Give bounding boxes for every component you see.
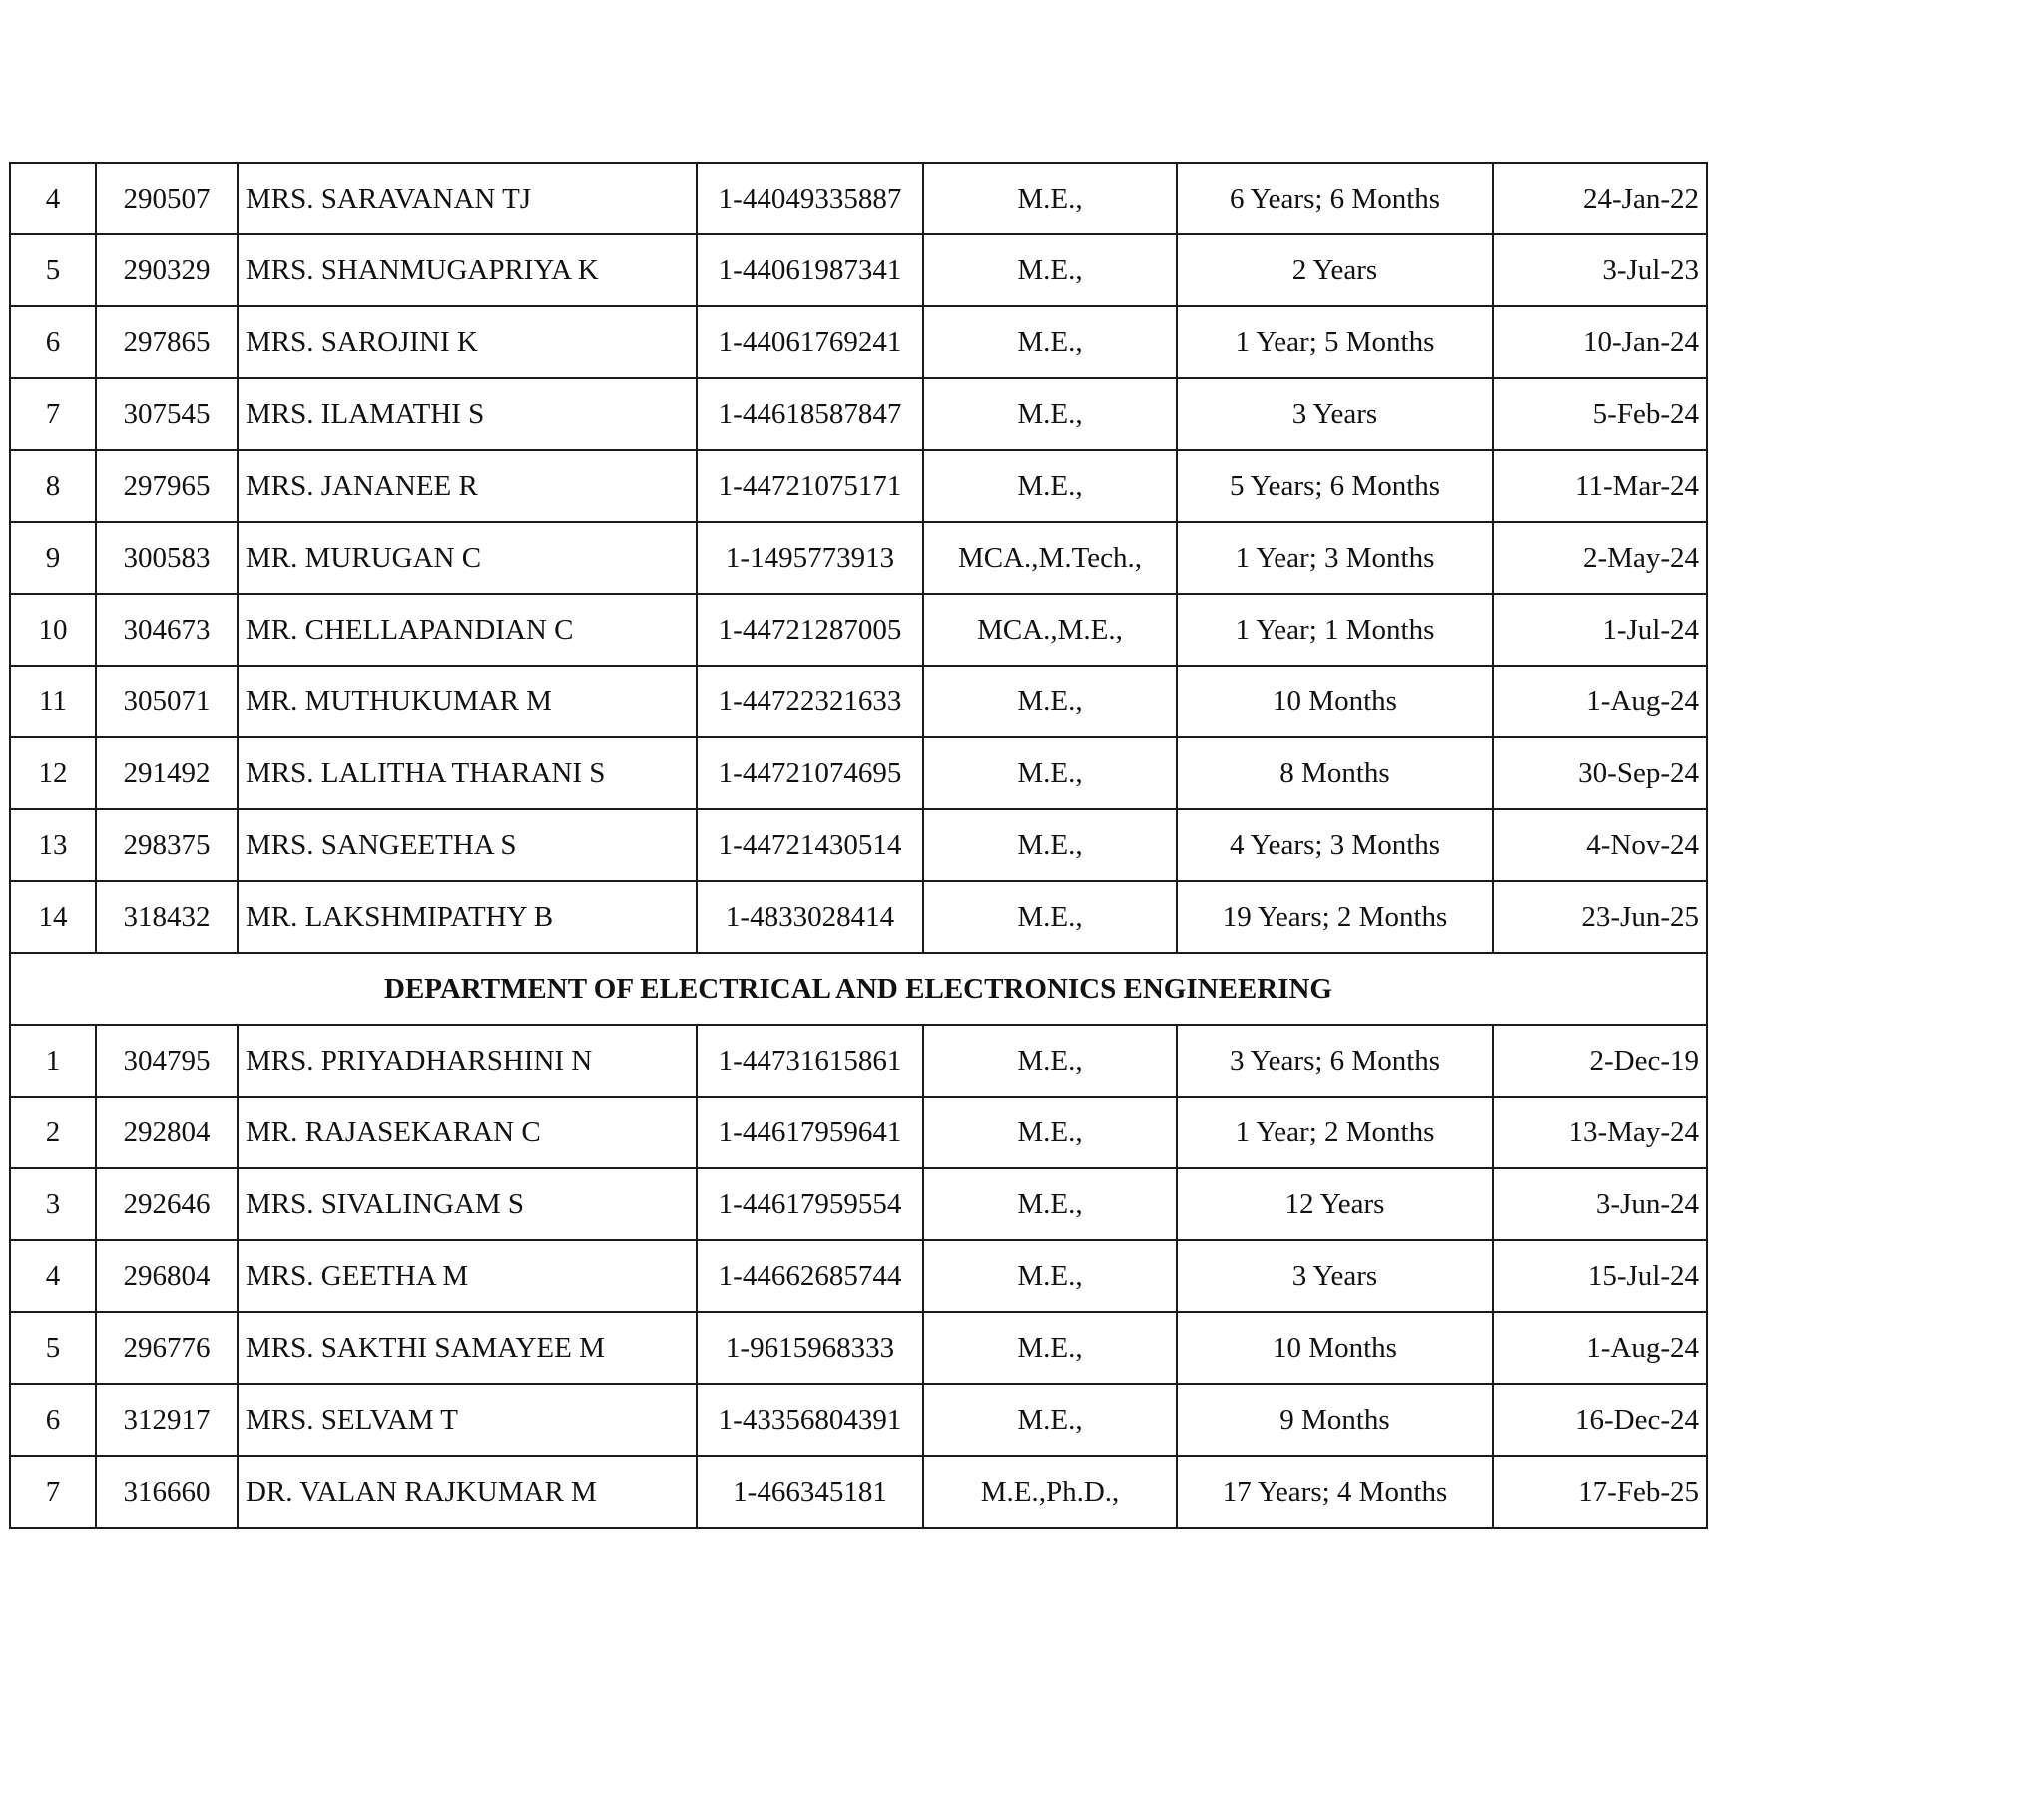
serial-number-cell: 5 bbox=[10, 234, 96, 306]
joining-date-cell: 3-Jul-23 bbox=[1493, 234, 1707, 306]
employee-id-cell: 307545 bbox=[96, 378, 238, 450]
department-heading: DEPARTMENT OF ELECTRICAL AND ELECTRONICS ENGINEERING bbox=[10, 953, 1707, 1025]
joining-date-cell: 4-Nov-24 bbox=[1493, 809, 1707, 881]
joining-date-cell: 13-May-24 bbox=[1493, 1097, 1707, 1168]
phone-cell: 1-1495773913 bbox=[697, 522, 923, 594]
experience-cell: 12 Years bbox=[1177, 1168, 1493, 1240]
table-row bbox=[10, 1312, 1707, 1384]
serial-number-cell: 12 bbox=[10, 737, 96, 809]
qualification-cell: M.E., bbox=[923, 666, 1177, 737]
employee-id-cell: 290329 bbox=[96, 234, 238, 306]
employee-id-cell: 297965 bbox=[96, 450, 238, 522]
serial-number-cell: 4 bbox=[10, 1240, 96, 1312]
experience-cell: 3 Years; 6 Months bbox=[1177, 1025, 1493, 1097]
qualification-cell: M.E., bbox=[923, 450, 1177, 522]
serial-number-cell: 11 bbox=[10, 666, 96, 737]
table-row bbox=[10, 881, 1707, 953]
serial-number-cell: 2 bbox=[10, 1097, 96, 1168]
experience-cell: 4 Years; 3 Months bbox=[1177, 809, 1493, 881]
joining-date-cell: 30-Sep-24 bbox=[1493, 737, 1707, 809]
joining-date-cell: 11-Mar-24 bbox=[1493, 450, 1707, 522]
department-heading-section bbox=[10, 953, 1707, 1025]
joining-date-cell: 10-Jan-24 bbox=[1493, 306, 1707, 378]
table-row bbox=[10, 163, 1707, 234]
qualification-cell: M.E., bbox=[923, 1240, 1177, 1312]
serial-number-cell: 8 bbox=[10, 450, 96, 522]
phone-cell: 1-44662685744 bbox=[697, 1240, 923, 1312]
joining-date-cell: 1-Aug-24 bbox=[1493, 1312, 1707, 1384]
qualification-cell: M.E., bbox=[923, 809, 1177, 881]
table-row bbox=[10, 378, 1707, 450]
name-cell: MRS. SHANMUGAPRIYA K bbox=[238, 234, 697, 306]
section-1-rows bbox=[10, 163, 1707, 953]
qualification-cell: M.E., bbox=[923, 163, 1177, 234]
experience-cell: 6 Years; 6 Months bbox=[1177, 163, 1493, 234]
table-row bbox=[10, 1168, 1707, 1240]
qualification-cell: MCA.,M.Tech., bbox=[923, 522, 1177, 594]
table-row bbox=[10, 306, 1707, 378]
experience-cell: 5 Years; 6 Months bbox=[1177, 450, 1493, 522]
employee-id-cell: 304673 bbox=[96, 594, 238, 666]
qualification-cell: M.E., bbox=[923, 1168, 1177, 1240]
table-row bbox=[10, 1384, 1707, 1456]
name-cell: MRS. SAROJINI K bbox=[238, 306, 697, 378]
experience-cell: 19 Years; 2 Months bbox=[1177, 881, 1493, 953]
table-row bbox=[10, 594, 1707, 666]
table-row bbox=[10, 1240, 1707, 1312]
joining-date-cell: 2-Dec-19 bbox=[1493, 1025, 1707, 1097]
serial-number-cell: 4 bbox=[10, 163, 96, 234]
employee-id-cell: 305071 bbox=[96, 666, 238, 737]
name-cell: MRS. SARAVANAN TJ bbox=[238, 163, 697, 234]
name-cell: MRS. SIVALINGAM S bbox=[238, 1168, 697, 1240]
phone-cell: 1-43356804391 bbox=[697, 1384, 923, 1456]
joining-date-cell: 23-Jun-25 bbox=[1493, 881, 1707, 953]
name-cell: MRS. LALITHA THARANI S bbox=[238, 737, 697, 809]
phone-cell: 1-44721430514 bbox=[697, 809, 923, 881]
name-cell: MRS. ILAMATHI S bbox=[238, 378, 697, 450]
serial-number-cell: 7 bbox=[10, 1456, 96, 1528]
name-cell: DR. VALAN RAJKUMAR M bbox=[238, 1456, 697, 1528]
table-row bbox=[10, 666, 1707, 737]
table-row bbox=[10, 1025, 1707, 1097]
qualification-cell: MCA.,M.E., bbox=[923, 594, 1177, 666]
employee-id-cell: 316660 bbox=[96, 1456, 238, 1528]
experience-cell: 1 Year; 3 Months bbox=[1177, 522, 1493, 594]
serial-number-cell: 1 bbox=[10, 1025, 96, 1097]
employee-id-cell: 296804 bbox=[96, 1240, 238, 1312]
table-row bbox=[10, 1097, 1707, 1168]
name-cell: MR. LAKSHMIPATHY B bbox=[238, 881, 697, 953]
serial-number-cell: 9 bbox=[10, 522, 96, 594]
phone-cell: 1-44722321633 bbox=[697, 666, 923, 737]
table-row bbox=[10, 1456, 1707, 1528]
phone-cell: 1-9615968333 bbox=[697, 1312, 923, 1384]
department-heading-row bbox=[10, 953, 1707, 1025]
employee-id-cell: 296776 bbox=[96, 1312, 238, 1384]
qualification-cell: M.E., bbox=[923, 234, 1177, 306]
employee-id-cell: 292646 bbox=[96, 1168, 238, 1240]
serial-number-cell: 6 bbox=[10, 306, 96, 378]
name-cell: MRS. SAKTHI SAMAYEE M bbox=[238, 1312, 697, 1384]
experience-cell: 1 Year; 2 Months bbox=[1177, 1097, 1493, 1168]
employee-id-cell: 297865 bbox=[96, 306, 238, 378]
employee-id-cell: 312917 bbox=[96, 1384, 238, 1456]
serial-number-cell: 3 bbox=[10, 1168, 96, 1240]
phone-cell: 1-44731615861 bbox=[697, 1025, 923, 1097]
joining-date-cell: 24-Jan-22 bbox=[1493, 163, 1707, 234]
name-cell: MR. MUTHUKUMAR M bbox=[238, 666, 697, 737]
experience-cell: 17 Years; 4 Months bbox=[1177, 1456, 1493, 1528]
employee-id-cell: 290507 bbox=[96, 163, 238, 234]
serial-number-cell: 14 bbox=[10, 881, 96, 953]
name-cell: MRS. JANANEE R bbox=[238, 450, 697, 522]
experience-cell: 1 Year; 5 Months bbox=[1177, 306, 1493, 378]
employee-id-cell: 318432 bbox=[96, 881, 238, 953]
experience-cell: 3 Years bbox=[1177, 378, 1493, 450]
joining-date-cell: 1-Aug-24 bbox=[1493, 666, 1707, 737]
table-row bbox=[10, 737, 1707, 809]
section-2-rows bbox=[10, 1025, 1707, 1528]
joining-date-cell: 16-Dec-24 bbox=[1493, 1384, 1707, 1456]
serial-number-cell: 5 bbox=[10, 1312, 96, 1384]
employee-id-cell: 291492 bbox=[96, 737, 238, 809]
employee-id-cell: 298375 bbox=[96, 809, 238, 881]
qualification-cell: M.E., bbox=[923, 378, 1177, 450]
employee-id-cell: 300583 bbox=[96, 522, 238, 594]
phone-cell: 1-4833028414 bbox=[697, 881, 923, 953]
employee-id-cell: 292804 bbox=[96, 1097, 238, 1168]
joining-date-cell: 5-Feb-24 bbox=[1493, 378, 1707, 450]
experience-cell: 1 Year; 1 Months bbox=[1177, 594, 1493, 666]
joining-date-cell: 15-Jul-24 bbox=[1493, 1240, 1707, 1312]
qualification-cell: M.E., bbox=[923, 306, 1177, 378]
qualification-cell: M.E.,Ph.D., bbox=[923, 1456, 1177, 1528]
experience-cell: 2 Years bbox=[1177, 234, 1493, 306]
name-cell: MRS. PRIYADHARSHINI N bbox=[238, 1025, 697, 1097]
employee-id-cell: 304795 bbox=[96, 1025, 238, 1097]
qualification-cell: M.E., bbox=[923, 881, 1177, 953]
joining-date-cell: 2-May-24 bbox=[1493, 522, 1707, 594]
name-cell: MRS. SELVAM T bbox=[238, 1384, 697, 1456]
phone-cell: 1-44049335887 bbox=[697, 163, 923, 234]
phone-cell: 1-44721075171 bbox=[697, 450, 923, 522]
table-row bbox=[10, 450, 1707, 522]
serial-number-cell: 10 bbox=[10, 594, 96, 666]
qualification-cell: M.E., bbox=[923, 1312, 1177, 1384]
qualification-cell: M.E., bbox=[923, 1097, 1177, 1168]
serial-number-cell: 7 bbox=[10, 378, 96, 450]
experience-cell: 3 Years bbox=[1177, 1240, 1493, 1312]
faculty-table bbox=[9, 162, 1708, 1529]
phone-cell: 1-466345181 bbox=[697, 1456, 923, 1528]
serial-number-cell: 6 bbox=[10, 1384, 96, 1456]
serial-number-cell: 13 bbox=[10, 809, 96, 881]
phone-cell: 1-44617959641 bbox=[697, 1097, 923, 1168]
name-cell: MRS. GEETHA M bbox=[238, 1240, 697, 1312]
table-row bbox=[10, 234, 1707, 306]
table-row bbox=[10, 809, 1707, 881]
phone-cell: 1-44721074695 bbox=[697, 737, 923, 809]
joining-date-cell: 17-Feb-25 bbox=[1493, 1456, 1707, 1528]
experience-cell: 10 Months bbox=[1177, 666, 1493, 737]
name-cell: MRS. SANGEETHA S bbox=[238, 809, 697, 881]
name-cell: MR. MURUGAN C bbox=[238, 522, 697, 594]
qualification-cell: M.E., bbox=[923, 1025, 1177, 1097]
joining-date-cell: 3-Jun-24 bbox=[1493, 1168, 1707, 1240]
phone-cell: 1-44617959554 bbox=[697, 1168, 923, 1240]
qualification-cell: M.E., bbox=[923, 737, 1177, 809]
phone-cell: 1-44061987341 bbox=[697, 234, 923, 306]
phone-cell: 1-44618587847 bbox=[697, 378, 923, 450]
qualification-cell: M.E., bbox=[923, 1384, 1177, 1456]
joining-date-cell: 1-Jul-24 bbox=[1493, 594, 1707, 666]
table-row bbox=[10, 522, 1707, 594]
phone-cell: 1-44721287005 bbox=[697, 594, 923, 666]
experience-cell: 10 Months bbox=[1177, 1312, 1493, 1384]
name-cell: MR. RAJASEKARAN C bbox=[238, 1097, 697, 1168]
phone-cell: 1-44061769241 bbox=[697, 306, 923, 378]
experience-cell: 9 Months bbox=[1177, 1384, 1493, 1456]
name-cell: MR. CHELLAPANDIAN C bbox=[238, 594, 697, 666]
experience-cell: 8 Months bbox=[1177, 737, 1493, 809]
